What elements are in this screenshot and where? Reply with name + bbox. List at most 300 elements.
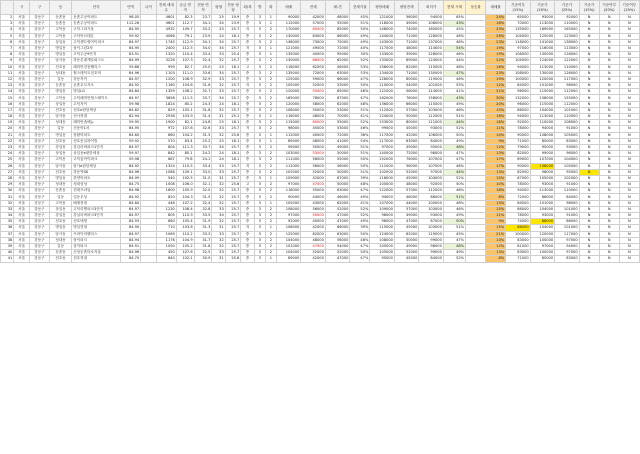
grid-cell[interactable]: 130000 — [530, 52, 554, 58]
grid-cell[interactable]: 103000 — [419, 225, 443, 231]
grid-cell[interactable]: 2 — [265, 107, 276, 113]
grid-cell[interactable]: 고덕동 — [49, 27, 71, 33]
grid-cell[interactable]: 135000 — [276, 52, 300, 58]
grid-cell[interactable]: 90000 — [276, 194, 300, 200]
grid-cell[interactable]: 100000 — [506, 76, 530, 82]
grid-cell[interactable]: 158000 — [419, 95, 443, 101]
grid-cell[interactable]: 성내동 — [49, 70, 71, 76]
grid-cell[interactable]: 9% — [486, 219, 506, 225]
grid-cell[interactable]: 62000 — [325, 101, 349, 107]
grid-cell[interactable]: 999 — [156, 64, 176, 70]
grid-cell[interactable]: 고덕동 — [49, 33, 71, 39]
grid-cell[interactable]: 59.98 — [121, 157, 141, 163]
grid-cell[interactable]: 84.93 — [121, 219, 141, 225]
grid-cell[interactable]: N — [619, 15, 639, 21]
grid-cell[interactable]: 117000 — [555, 231, 579, 237]
grid-cell[interactable]: 48% — [443, 200, 465, 206]
grid-cell[interactable]: 중 — [241, 33, 254, 39]
grid-cell[interactable]: 18% — [486, 21, 506, 27]
grid-cell[interactable]: 112000 — [276, 163, 300, 169]
grid-cell[interactable]: 42000 — [301, 15, 325, 21]
grid-cell[interactable]: 강동구 — [29, 250, 49, 256]
grid-cell[interactable]: 둔촌푸르지오 — [72, 83, 121, 89]
grid-cell[interactable]: 3 — [254, 206, 265, 212]
grid-cell[interactable]: 25.2 — [194, 138, 212, 144]
grid-cell[interactable]: 110.2 — [176, 231, 194, 237]
grid-cell[interactable]: 강동구 — [29, 138, 49, 144]
grid-cell[interactable]: 33 — [212, 76, 225, 82]
grid-cell[interactable]: 11% — [486, 126, 506, 132]
grid-cell[interactable]: 570 — [156, 138, 176, 144]
grid-cell[interactable]: 126000 — [370, 76, 394, 82]
grid-cell[interactable]: N — [599, 15, 619, 21]
grid-cell[interactable]: 강동구 — [29, 256, 49, 262]
grid-cell[interactable]: 56000 — [325, 237, 349, 243]
row-number[interactable]: 25 — [1, 157, 14, 163]
grid-cell[interactable]: 1 — [265, 256, 276, 262]
grid-cell[interactable]: 117000 — [555, 76, 579, 82]
grid-cell[interactable]: 84.97 — [121, 231, 141, 237]
grid-cell[interactable]: 3 — [254, 58, 265, 64]
grid-cell[interactable]: N — [619, 89, 639, 95]
grid-cell[interactable]: 75000 — [325, 39, 349, 45]
grid-cell[interactable]: N — [619, 120, 639, 126]
grid-cell[interactable]: 56000 — [301, 157, 325, 163]
grid-cell[interactable]: 저 — [241, 45, 254, 51]
grid-cell[interactable]: 92000 — [555, 15, 579, 21]
grid-cell[interactable]: 2 — [265, 231, 276, 237]
grid-cell[interactable]: 101000 — [555, 206, 579, 212]
grid-cell[interactable]: 101000 — [530, 200, 554, 206]
grid-cell[interactable]: 57000 — [394, 206, 418, 212]
grid-cell[interactable]: 78000 — [506, 213, 530, 219]
grid-cell[interactable]: N — [619, 58, 639, 64]
grid-cell[interactable]: 중 — [241, 200, 254, 206]
grid-cell[interactable]: 52% — [443, 175, 465, 181]
grid-cell[interactable]: 72000 — [394, 151, 418, 157]
column-header[interactable]: 매매 — [276, 1, 300, 15]
grid-cell[interactable]: 110000 — [555, 64, 579, 70]
grid-cell[interactable]: N — [579, 151, 599, 157]
grid-cell[interactable]: N — [599, 45, 619, 51]
grid-cell[interactable]: 111000 — [419, 120, 443, 126]
grid-cell[interactable]: 32.1 — [194, 182, 212, 188]
grid-cell[interactable]: 44000 — [301, 194, 325, 200]
grid-cell[interactable]: 115000 — [419, 64, 443, 70]
grid-cell[interactable]: 103000 — [276, 151, 300, 157]
grid-cell[interactable]: 138000 — [555, 39, 579, 45]
grid-cell[interactable]: 47000 — [325, 256, 349, 262]
grid-cell[interactable]: 고덕아르테온 — [72, 33, 121, 39]
grid-cell[interactable]: 암사동 — [49, 114, 71, 120]
grid-cell[interactable]: 46000 — [394, 194, 418, 200]
row-number[interactable]: 33 — [1, 206, 14, 212]
grid-cell[interactable]: 서울 — [14, 76, 30, 82]
grid-cell[interactable]: 86000 — [555, 219, 579, 225]
grid-cell[interactable]: N — [619, 52, 639, 58]
grid-cell[interactable]: 강동구 — [29, 219, 49, 225]
grid-cell[interactable]: 49000 — [325, 144, 349, 150]
grid-cell[interactable]: 1 — [265, 15, 276, 21]
grid-cell[interactable]: 성내삼성 — [72, 182, 121, 188]
grid-cell[interactable]: 104000 — [276, 237, 300, 243]
grid-cell[interactable]: 34.1 — [194, 39, 212, 45]
grid-cell[interactable]: 길동 — [49, 243, 71, 249]
grid-cell[interactable]: 3 — [254, 33, 265, 39]
grid-cell[interactable]: 중 — [241, 237, 254, 243]
grid-cell[interactable]: 둔촌동 — [49, 21, 71, 27]
grid-cell[interactable]: 25.6 — [225, 132, 241, 138]
grid-cell[interactable]: 20% — [486, 101, 506, 107]
table-row[interactable] — [1, 95, 640, 101]
grid-cell[interactable]: 82.1 — [176, 120, 194, 126]
grid-cell[interactable]: N — [619, 231, 639, 237]
row-number[interactable]: 19 — [1, 120, 14, 126]
grid-cell[interactable]: 46% — [443, 64, 465, 70]
grid-cell[interactable]: N — [599, 95, 619, 101]
grid-cell[interactable]: 25.7 — [225, 237, 241, 243]
grid-cell[interactable]: N — [599, 21, 619, 27]
grid-cell[interactable]: 97000 — [419, 169, 443, 175]
grid-cell[interactable]: 45% — [350, 15, 370, 21]
grid-cell[interactable]: 76000 — [394, 95, 418, 101]
grid-cell[interactable]: N — [619, 256, 639, 262]
grid-cell[interactable]: N — [579, 213, 599, 219]
grid-cell[interactable]: 86000 — [506, 225, 530, 231]
grid-cell[interactable]: 126000 — [555, 52, 579, 58]
grid-cell[interactable]: 115000 — [370, 225, 394, 231]
grid-cell[interactable]: 47% — [350, 243, 370, 249]
grid-cell[interactable]: 33.0 — [194, 169, 212, 175]
grid-cell[interactable]: 49% — [350, 33, 370, 39]
grid-cell[interactable]: 101000 — [276, 243, 300, 249]
row-number[interactable]: 37 — [1, 231, 14, 237]
grid-cell[interactable]: 96000 — [506, 89, 530, 95]
row-number[interactable]: 8 — [1, 52, 14, 58]
grid-cell[interactable]: 130000 — [530, 70, 554, 76]
grid-cell[interactable]: 165000 — [555, 27, 579, 33]
grid-cell[interactable]: 신성둔촌미소지움 — [72, 250, 121, 256]
grid-cell[interactable]: 서울 — [14, 163, 30, 169]
grid-cell[interactable]: 25.7 — [225, 27, 241, 33]
grid-cell[interactable]: 서울 — [14, 64, 30, 70]
grid-cell[interactable]: 암사e편한세상 — [72, 163, 121, 169]
grid-cell[interactable]: 84000 — [555, 194, 579, 200]
grid-cell[interactable]: 44000 — [394, 200, 418, 206]
grid-cell[interactable]: 152000 — [370, 157, 394, 163]
grid-cell[interactable]: 110000 — [370, 83, 394, 89]
grid-cell[interactable]: 59.86 — [121, 64, 141, 70]
grid-cell[interactable]: 서울 — [14, 169, 30, 175]
grid-cell[interactable]: 84.99 — [121, 175, 141, 181]
grid-cell[interactable]: 둔촌주공아파트 — [72, 21, 121, 27]
grid-cell[interactable]: N — [579, 101, 599, 107]
grid-cell[interactable]: 33 — [212, 169, 225, 175]
grid-cell[interactable]: 서울 — [14, 206, 30, 212]
grid-cell[interactable]: N — [579, 194, 599, 200]
grid-cell[interactable]: 112000 — [419, 188, 443, 194]
grid-cell[interactable]: 45000 — [301, 219, 325, 225]
grid-cell[interactable]: 길동 — [49, 76, 71, 82]
grid-cell[interactable]: 50% — [443, 132, 465, 138]
grid-cell[interactable]: N — [579, 250, 599, 256]
grid-cell[interactable]: 34 — [212, 95, 225, 101]
grid-cell[interactable]: 49% — [350, 219, 370, 225]
grid-cell[interactable]: 배재현대 — [72, 200, 121, 206]
grid-cell[interactable]: 강동구 — [29, 126, 49, 132]
row-number[interactable]: 18 — [1, 114, 14, 120]
grid-cell[interactable]: 118000 — [506, 39, 530, 45]
grid-cell[interactable]: 122000 — [555, 58, 579, 64]
grid-cell[interactable]: 3 — [254, 114, 265, 120]
grid-cell[interactable]: N — [579, 39, 599, 45]
grid-cell[interactable]: 100000 — [530, 250, 554, 256]
grid-cell[interactable]: 46% — [443, 76, 465, 82]
grid-cell[interactable]: 48% — [350, 182, 370, 188]
grid-cell[interactable]: 강동구 — [29, 225, 49, 231]
grid-cell[interactable]: 25.7 — [225, 225, 241, 231]
grid-cell[interactable]: 109000 — [276, 175, 300, 181]
grid-cell[interactable]: 25.7 — [225, 206, 241, 212]
grid-cell[interactable]: 1200 — [156, 76, 176, 82]
grid-cell[interactable]: 1 — [265, 52, 276, 58]
grid-cell[interactable]: 1 — [265, 175, 276, 181]
grid-cell[interactable]: 47% — [443, 157, 465, 163]
grid-cell[interactable]: 31.8 — [194, 107, 212, 113]
grid-cell[interactable]: 명일동 — [49, 225, 71, 231]
grid-cell[interactable]: 94000 — [555, 243, 579, 249]
grid-cell[interactable]: 84.84 — [121, 89, 141, 95]
grid-cell[interactable]: 3 — [254, 83, 265, 89]
grid-cell[interactable]: 108000 — [370, 237, 394, 243]
grid-cell[interactable]: 43000 — [301, 200, 325, 206]
grid-cell[interactable]: 78000 — [301, 95, 325, 101]
grid-cell[interactable]: 14% — [486, 132, 506, 138]
table-row[interactable] — [1, 144, 640, 150]
grid-cell[interactable]: 18.1 — [225, 64, 241, 70]
grid-cell[interactable]: 중 — [241, 250, 254, 256]
grid-cell[interactable]: 중 — [241, 114, 254, 120]
grid-cell[interactable]: 804 — [156, 144, 176, 150]
grid-cell[interactable]: 고덕주공9단지 — [72, 52, 121, 58]
grid-cell[interactable]: 3 — [254, 219, 265, 225]
grid-cell[interactable]: 40000 — [301, 132, 325, 138]
grid-cell[interactable]: 1088 — [156, 169, 176, 175]
grid-cell[interactable]: 137000 — [419, 39, 443, 45]
grid-cell[interactable]: 95000 — [325, 52, 349, 58]
grid-cell[interactable]: 50000 — [394, 114, 418, 120]
grid-cell[interactable]: 33.7 — [194, 144, 212, 150]
grid-cell[interactable]: 45% — [443, 27, 465, 33]
grid-cell[interactable]: 98000 — [276, 126, 300, 132]
grid-cell[interactable]: 79.1 — [176, 33, 194, 39]
grid-cell[interactable]: 85000 — [325, 27, 349, 33]
grid-cell[interactable]: 69000 — [394, 58, 418, 64]
grid-cell[interactable]: 중 — [241, 120, 254, 126]
grid-cell[interactable]: 강동구 — [29, 15, 49, 21]
grid-cell[interactable]: 62000 — [325, 58, 349, 64]
grid-cell[interactable]: 92000 — [506, 120, 530, 126]
grid-cell[interactable]: 2 — [265, 120, 276, 126]
grid-cell[interactable]: 중 — [241, 256, 254, 262]
grid-cell[interactable]: 112000 — [419, 114, 443, 120]
grid-cell[interactable]: 32.4 — [194, 200, 212, 206]
grid-cell[interactable]: 120000 — [530, 231, 554, 237]
grid-cell[interactable]: 94000 — [530, 126, 554, 132]
grid-cell[interactable]: 3 — [254, 95, 265, 101]
grid-cell[interactable]: 성내동 — [49, 182, 71, 188]
grid-cell[interactable]: 39000 — [394, 52, 418, 58]
grid-cell[interactable]: 45% — [443, 231, 465, 237]
grid-cell[interactable]: 32.5 — [194, 250, 212, 256]
grid-cell[interactable]: 서울 — [14, 219, 30, 225]
grid-cell[interactable]: 3 — [254, 76, 265, 82]
grid-cell[interactable]: 111.3 — [176, 144, 194, 150]
grid-cell[interactable]: 서울 — [14, 107, 30, 113]
grid-cell[interactable]: 121000 — [276, 45, 300, 51]
grid-cell[interactable]: 32 — [212, 188, 225, 194]
grid-cell[interactable]: N — [579, 52, 599, 58]
grid-cell[interactable]: N — [579, 107, 599, 113]
grid-cell[interactable] — [141, 256, 157, 262]
grid-cell[interactable]: 강동구 — [29, 107, 49, 113]
grid-cell[interactable]: 169000 — [530, 27, 554, 33]
grid-cell[interactable]: 52% — [350, 213, 370, 219]
grid-cell[interactable]: 93000 — [530, 182, 554, 188]
grid-cell[interactable]: 24.1 — [194, 157, 212, 163]
grid-cell[interactable]: 114000 — [419, 45, 443, 51]
grid-cell[interactable]: 강동구 — [29, 114, 49, 120]
grid-cell[interactable]: N — [579, 70, 599, 76]
grid-cell[interactable]: 48000 — [301, 138, 325, 144]
grid-cell[interactable]: 52000 — [394, 169, 418, 175]
grid-cell[interactable]: 63000 — [325, 70, 349, 76]
grid-cell[interactable]: 105000 — [555, 132, 579, 138]
grid-cell[interactable]: 서울 — [14, 114, 30, 120]
grid-cell[interactable]: 고덕리엔파크3단지 — [72, 206, 121, 212]
grid-cell[interactable]: 중 — [241, 243, 254, 249]
row-number[interactable]: 26 — [1, 163, 14, 169]
grid-cell[interactable]: 84.97 — [121, 206, 141, 212]
grid-cell[interactable]: 143000 — [370, 39, 394, 45]
grid-cell[interactable]: 래미안강동팰리스 — [72, 64, 121, 70]
grid-cell[interactable]: 66000 — [325, 33, 349, 39]
grid-cell[interactable]: 93000 — [419, 213, 443, 219]
grid-cell[interactable]: 93000 — [555, 144, 579, 150]
grid-cell[interactable]: 94000 — [506, 114, 530, 120]
grid-cell[interactable]: N — [599, 169, 619, 175]
grid-cell[interactable]: 64000 — [301, 33, 325, 39]
grid-cell[interactable]: 중 — [241, 188, 254, 194]
grid-cell[interactable]: 서울 — [14, 250, 30, 256]
grid-cell[interactable]: 84.97 — [121, 213, 141, 219]
grid-cell[interactable]: 13% — [486, 151, 506, 157]
grid-cell[interactable]: N — [579, 225, 599, 231]
grid-cell[interactable]: 강동구 — [29, 194, 49, 200]
grid-cell[interactable]: N — [599, 151, 619, 157]
grid-cell[interactable]: N — [619, 200, 639, 206]
grid-cell[interactable]: 중 — [241, 169, 254, 175]
grid-cell[interactable]: 120000 — [276, 89, 300, 95]
grid-cell[interactable]: 서울 — [14, 200, 30, 206]
grid-cell[interactable]: 55000 — [325, 21, 349, 27]
grid-cell[interactable]: 89000 — [276, 138, 300, 144]
grid-cell[interactable]: 83.4 — [176, 138, 194, 144]
row-number[interactable]: 2 — [1, 15, 14, 21]
grid-cell[interactable]: 84.92 — [121, 194, 141, 200]
table-row[interactable] — [1, 138, 640, 144]
grid-cell[interactable]: 46% — [443, 206, 465, 212]
grid-cell[interactable]: 강동구 — [29, 175, 49, 181]
grid-cell[interactable]: 31.9 — [194, 219, 212, 225]
grid-cell[interactable]: 80.2 — [176, 101, 194, 107]
grid-cell[interactable]: 1 — [265, 132, 276, 138]
grid-cell[interactable]: 고덕그라시움 — [72, 27, 121, 33]
grid-cell[interactable]: 1230 — [156, 206, 176, 212]
grid-cell[interactable]: 서울 — [14, 175, 30, 181]
grid-cell[interactable]: 48000 — [301, 114, 325, 120]
grid-cell[interactable]: 53000 — [325, 83, 349, 89]
grid-cell[interactable]: 30% — [486, 95, 506, 101]
row-number[interactable]: 34 — [1, 213, 14, 219]
grid-cell[interactable]: 97000 — [370, 144, 394, 150]
grid-cell[interactable]: 서울 — [14, 243, 30, 249]
grid-cell[interactable]: 51% — [350, 169, 370, 175]
grid-cell[interactable]: 명일동 — [49, 132, 71, 138]
grid-cell[interactable]: 52% — [443, 256, 465, 262]
grid-cell[interactable]: 102000 — [370, 169, 394, 175]
grid-cell[interactable]: 8% — [486, 194, 506, 200]
grid-cell[interactable]: 13% — [486, 169, 506, 175]
grid-cell[interactable]: 120000 — [276, 101, 300, 107]
grid-cell[interactable]: 3 — [254, 39, 265, 45]
grid-cell[interactable]: 서울 — [14, 151, 30, 157]
grid-cell[interactable]: 33.4 — [194, 163, 212, 169]
grid-cell[interactable]: 70000 — [506, 21, 530, 27]
grid-cell[interactable]: 46% — [443, 163, 465, 169]
grid-cell[interactable]: N — [599, 157, 619, 163]
grid-cell[interactable]: 중 — [241, 15, 254, 21]
grid-cell[interactable]: 102000 — [555, 175, 579, 181]
grid-cell[interactable]: 89000 — [506, 157, 530, 163]
grid-cell[interactable]: 113000 — [530, 21, 554, 27]
column-header[interactable]: 기준여부 (25%) — [619, 1, 639, 15]
grid-cell[interactable]: 강동구 — [29, 76, 49, 82]
grid-cell[interactable]: 90000 — [506, 132, 530, 138]
grid-cell[interactable]: 서울 — [14, 126, 30, 132]
grid-cell[interactable]: 강동구 — [29, 157, 49, 163]
grid-cell[interactable]: 32.0 — [194, 188, 212, 194]
grid-cell[interactable]: 1103 — [156, 70, 176, 76]
grid-cell[interactable]: 2 — [265, 194, 276, 200]
grid-cell[interactable]: 99000 — [276, 144, 300, 150]
grid-cell[interactable]: 48% — [443, 243, 465, 249]
row-number[interactable]: 16 — [1, 101, 14, 107]
grid-cell[interactable]: 103000 — [419, 206, 443, 212]
grid-cell[interactable]: 96000 — [370, 213, 394, 219]
grid-cell[interactable]: 140000 — [370, 151, 394, 157]
grid-cell[interactable]: 25.7 — [225, 219, 241, 225]
grid-cell[interactable]: 31.8 — [194, 243, 212, 249]
grid-cell[interactable]: 2 — [265, 83, 276, 89]
grid-cell[interactable]: 중 — [241, 95, 254, 101]
grid-cell[interactable]: 100000 — [506, 231, 530, 237]
grid-cell[interactable]: 51% — [350, 107, 370, 113]
grid-cell[interactable]: 50% — [443, 219, 465, 225]
grid-cell[interactable]: 52000 — [325, 250, 349, 256]
grid-cell[interactable]: 명일동 — [49, 52, 71, 58]
grid-cell[interactable]: 중 — [241, 70, 254, 76]
